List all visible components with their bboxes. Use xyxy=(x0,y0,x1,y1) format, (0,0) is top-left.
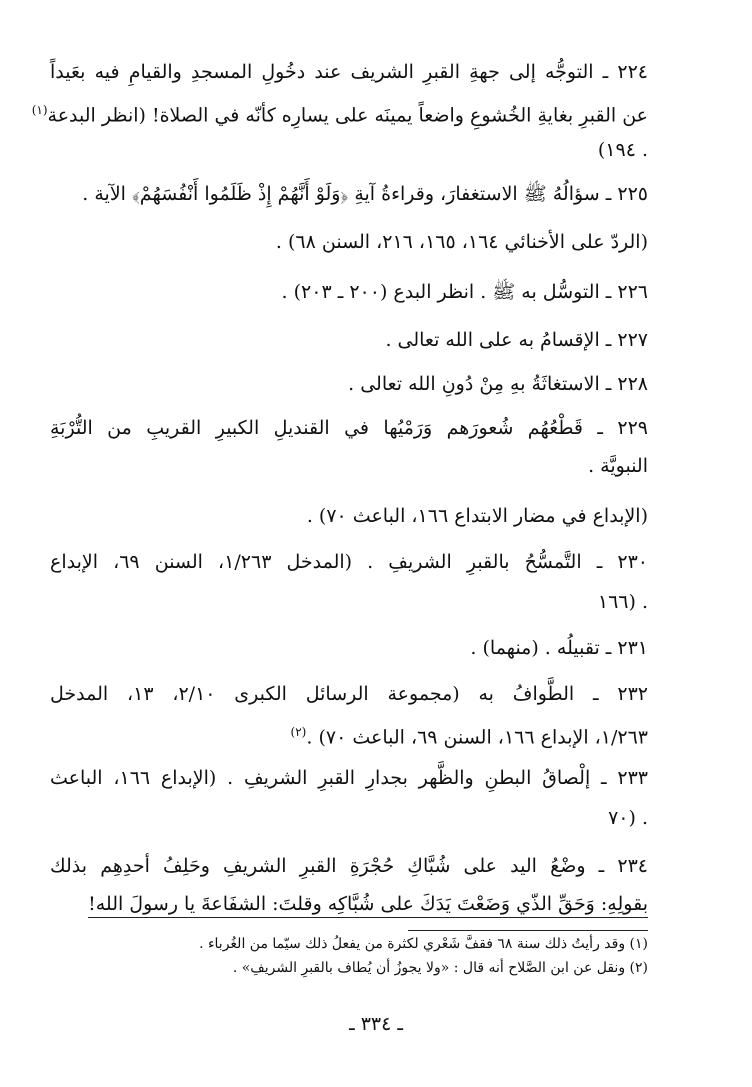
footnote-marker-2: (٢) xyxy=(290,725,307,739)
entry-233-line-1: ٢٣٣ ـ إلْصاقُ البطنِ والظَّهر بجدارِ القبرِ الشريفِ . (الإبداع ١٦٦، الباعث xyxy=(50,767,648,789)
footnote-marker-1: (١) xyxy=(31,103,48,117)
entry-225-line-1: ٢٢٥ ـ سؤالُهُ ﷺ الاستغفارَ، وقراءةُ آيةِ ﴿وَلَوْ أَنَّهُمْ إِذْ ظَلَمُوا أَنْفُسَهُمْ﴾ الآية . xyxy=(82,183,648,205)
footnote-divider xyxy=(408,930,648,931)
entry-233-line-2: . (٧٠ xyxy=(608,807,648,829)
entry-234-line-2-text: بقولِهِ: وَحَقِّ الذّي وَضَعْتَ يَدَكَ على شُبَّاكِه وقلتَ: الشفَاعةَ يا رسولَ الله! xyxy=(88,893,648,918)
entry-234-line-2 xyxy=(50,890,648,918)
entry-224-line-2-text: عن القبرِ بغايةِ الخُشوعِ واضعاً يمينَه على يسارِه كأنّه في الصلاة! (انظر البدعة xyxy=(47,104,648,127)
entry-229-line-3: (الإبداع في مضار الابتداع ١٦٦، الباعث ٧٠) . xyxy=(306,505,648,527)
entry-229-line-2: النبويَّة . xyxy=(588,455,648,477)
entry-231: ٢٣١ ـ تقبيلُه . (منهما) . xyxy=(470,637,648,659)
entry-232-line-2-text: ١/٢٦٣، الإبداع ١٦٦، السنن ٦٩، الباعث ٧٠) . xyxy=(306,726,648,749)
footnote-1: (١) وقد رأيتُ ذلك سنة ٦٨ فقفَّ شَعْري لكثرة من يفعلُ ذلك سيّما من الغُرباء . xyxy=(199,936,648,952)
entry-228: ٢٢٨ ـ الاستغاثَةُ بهِ مِنْ دُونِ الله تعالى . xyxy=(348,373,648,395)
entry-229-line-1: ٢٢٩ ـ قَطْعُهُم شُعورَهم وَرَمْيُها في القنديلِ الكبيرِ القريبِ من التُّرْبَةِ xyxy=(50,417,648,439)
entry-224-line-3: . ١٩٤) xyxy=(597,139,648,161)
page-number: ـ ٣٣٤ ـ xyxy=(349,1013,403,1035)
entry-226: ٢٢٦ ـ التوسُّل به ﷺ . انظر البدع (٢٠٠ ـ ٢٠٣) . xyxy=(281,281,648,303)
entry-230-line-2: . (١٦٦ xyxy=(597,591,648,613)
entry-232-line-1: ٢٣٢ ـ الطَّوافُ به (مجموعة الرسائل الكبرى ٢/١٠، ١٣، المدخل xyxy=(50,683,648,705)
entry-230-line-1: ٢٣٠ ـ التَّمسُّحُ بالقبرِ الشريفِ . (المدخل ١/٢٦٣، السنن ٦٩، الإبداع xyxy=(50,551,648,573)
entry-224-line-1: ٢٢٤ ـ التوجُّه إلى جهةِ القبرِ الشريف عند دخُولِ المسجدِ والقيامِ فيه بعَيداً xyxy=(50,61,648,83)
entry-227: ٢٢٧ ـ الإقسامُ به على الله تعالى . xyxy=(385,329,648,351)
entry-224-line-2 xyxy=(31,96,648,129)
entry-234-line-1: ٢٣٤ ـ وضْعُ اليد على شُبَّاكِ حُجْرَةِ القبرِ الشريفِ وحَلِفُ أحدِهِم بذلك xyxy=(50,855,648,877)
entry-225-line-2: (الردّ على الأخنائي ١٦٤، ١٦٥، ٢١٦، السنن ٦٨) . xyxy=(275,231,648,253)
footnote-2: (٢) ونقل عن ابن الصَّلاح أنه قال : «ولا يجوزُ أن يُطاف بالقبرِ الشريفِ» . xyxy=(232,960,648,976)
entry-232-line-2 xyxy=(50,718,648,751)
